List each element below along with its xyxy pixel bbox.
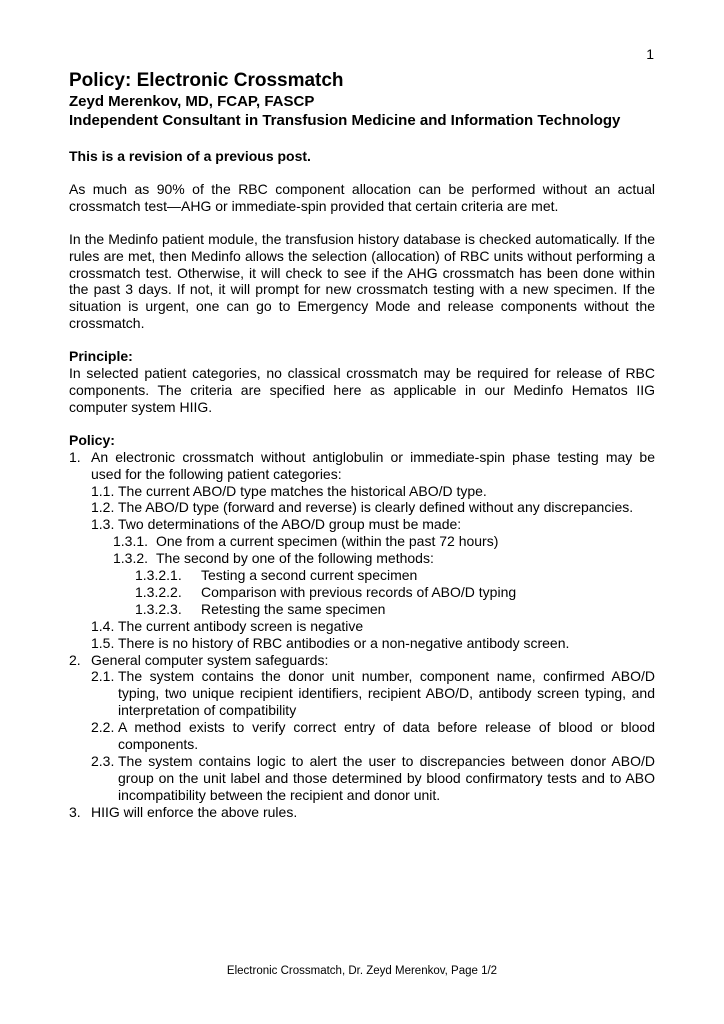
document-title: Policy: Electronic Crossmatch (69, 70, 344, 91)
policy-heading: Policy: (69, 431, 115, 448)
list-item-text: HIIG will enforce the above rules. (91, 803, 298, 820)
author-affiliation: Independent Consultant in Transfusion Medicine and Information Technology (69, 112, 621, 129)
list-item-number: 1.4. (91, 617, 115, 634)
revision-note: This is a revision of a previous post. (69, 148, 311, 164)
list-item-text: General computer system safeguards: (91, 651, 329, 668)
list-item-text: A method exists to verify correct entry of data before release of blood or blood components. (118, 719, 655, 753)
list-item-text: The system contains the donor unit number, component name, confirmed ABO/D typing, two unique recipient identifiers, recipient ABO/D, antibody screen typing, and interpretation of compatibility (118, 668, 655, 719)
page-footer: Electronic Crossmatch, Dr. Zeyd Merenkov, Page 1/2 (226, 965, 498, 977)
list-item-number: 1.1. (91, 482, 115, 499)
policy-list-item (69, 753, 655, 804)
list-item-number: 2. (69, 651, 81, 668)
list-item-number: 1.3.2.1. (135, 567, 182, 584)
list-item-number: 1.3.2. (113, 550, 149, 567)
list-item-text: Testing a second current specimen (201, 567, 418, 584)
policy-list-item (69, 483, 655, 500)
list-item-text: The system contains logic to alert the user to discrepancies between donor ABO/D group on the unit label and those determined by blood confirmatory tests and to ABO incompatibility between the recipient and donor unit. (118, 753, 655, 803)
policy-list-item (69, 584, 655, 601)
list-item-text: Two determinations of the ABO/D group must be made: (118, 516, 462, 533)
policy-list-item (69, 635, 655, 652)
policy-list-item (69, 533, 655, 550)
policy-list-item (69, 804, 655, 821)
policy-list-item (69, 668, 655, 719)
policy-list-item (69, 449, 655, 483)
list-item-text: The ABO/D type (forward and reverse) is clearly defined without any discrepancies. (118, 499, 634, 516)
list-item-text: The second by one of the following methods: (156, 550, 434, 567)
page-number: 1 (646, 46, 654, 62)
list-item-text: An electronic crossmatch without antiglobulin or immediate-spin phase testing may be used for the following patient categories: (91, 448, 655, 482)
list-item-number: 1. (69, 448, 81, 465)
principle-heading: Principle: (69, 348, 133, 365)
list-item-number: 1.2. (91, 499, 115, 516)
list-item-text: Comparison with previous records of ABO/D typing (201, 583, 517, 600)
principle-text: In selected patient categories, no classical crossmatch may be required for release of RBC components. The criteria are specified here as applicable in our Medinfo Hematos IIG computer system HIIG. (69, 365, 655, 415)
list-item-number: 2.3. (91, 753, 115, 769)
list-item-number: 1.3.2.3. (135, 600, 182, 617)
policy-list-item (69, 601, 655, 618)
policy-list-item (69, 550, 655, 567)
list-item-number: 2.2. (91, 719, 115, 736)
list-item-number: 1.5. (91, 634, 115, 651)
list-item-number: 2.1. (91, 668, 115, 685)
list-item-text: The current ABO/D type matches the historical ABO/D type. (118, 482, 487, 499)
intro-paragraph: As much as 90% of the RBC component allocation can be performed without an actual crossmatch test—AHG or immediate-spin provided that certain criteria are met. (69, 180, 655, 214)
list-item-number: 1.3. (91, 516, 115, 533)
policy-list-item (69, 618, 655, 635)
list-item-text: Retesting the same specimen (201, 600, 386, 617)
list-item-text: The current antibody screen is negative (118, 617, 364, 634)
policy-list-item (69, 652, 655, 669)
policy-list-item (69, 567, 655, 584)
list-item-number: 1.3.2.2. (135, 583, 182, 600)
policy-list-item (69, 516, 655, 533)
document-body (69, 70, 655, 821)
policy-list-item (69, 499, 655, 516)
author-name: Zeyd Merenkov, MD, FCAP, FASCP (69, 93, 315, 110)
list-item-number: 1.3.1. (113, 533, 149, 550)
list-item-number: 3. (69, 803, 81, 820)
policy-list-item (69, 719, 655, 753)
list-item-text: One from a current specimen (within the past 72 hours) (156, 533, 499, 550)
list-item-text: There is no history of RBC antibodies or a non-negative antibody screen. (118, 634, 570, 651)
policy-list (69, 449, 655, 821)
medinfo-paragraph: In the Medinfo patient module, the transfusion history database is checked automatically. If the rules are met, then Medinfo allows the selection (allocation) of RBC units without performing a crossmatch test. Otherwise, it will check to see if the AHG crossmatch has been done within the past 3 days. If not, it will prompt for new crossmatch testing with a new specimen. If the situation is urgent, one can go to Emergency Mode and release components without the crossmatch. (69, 230, 655, 332)
